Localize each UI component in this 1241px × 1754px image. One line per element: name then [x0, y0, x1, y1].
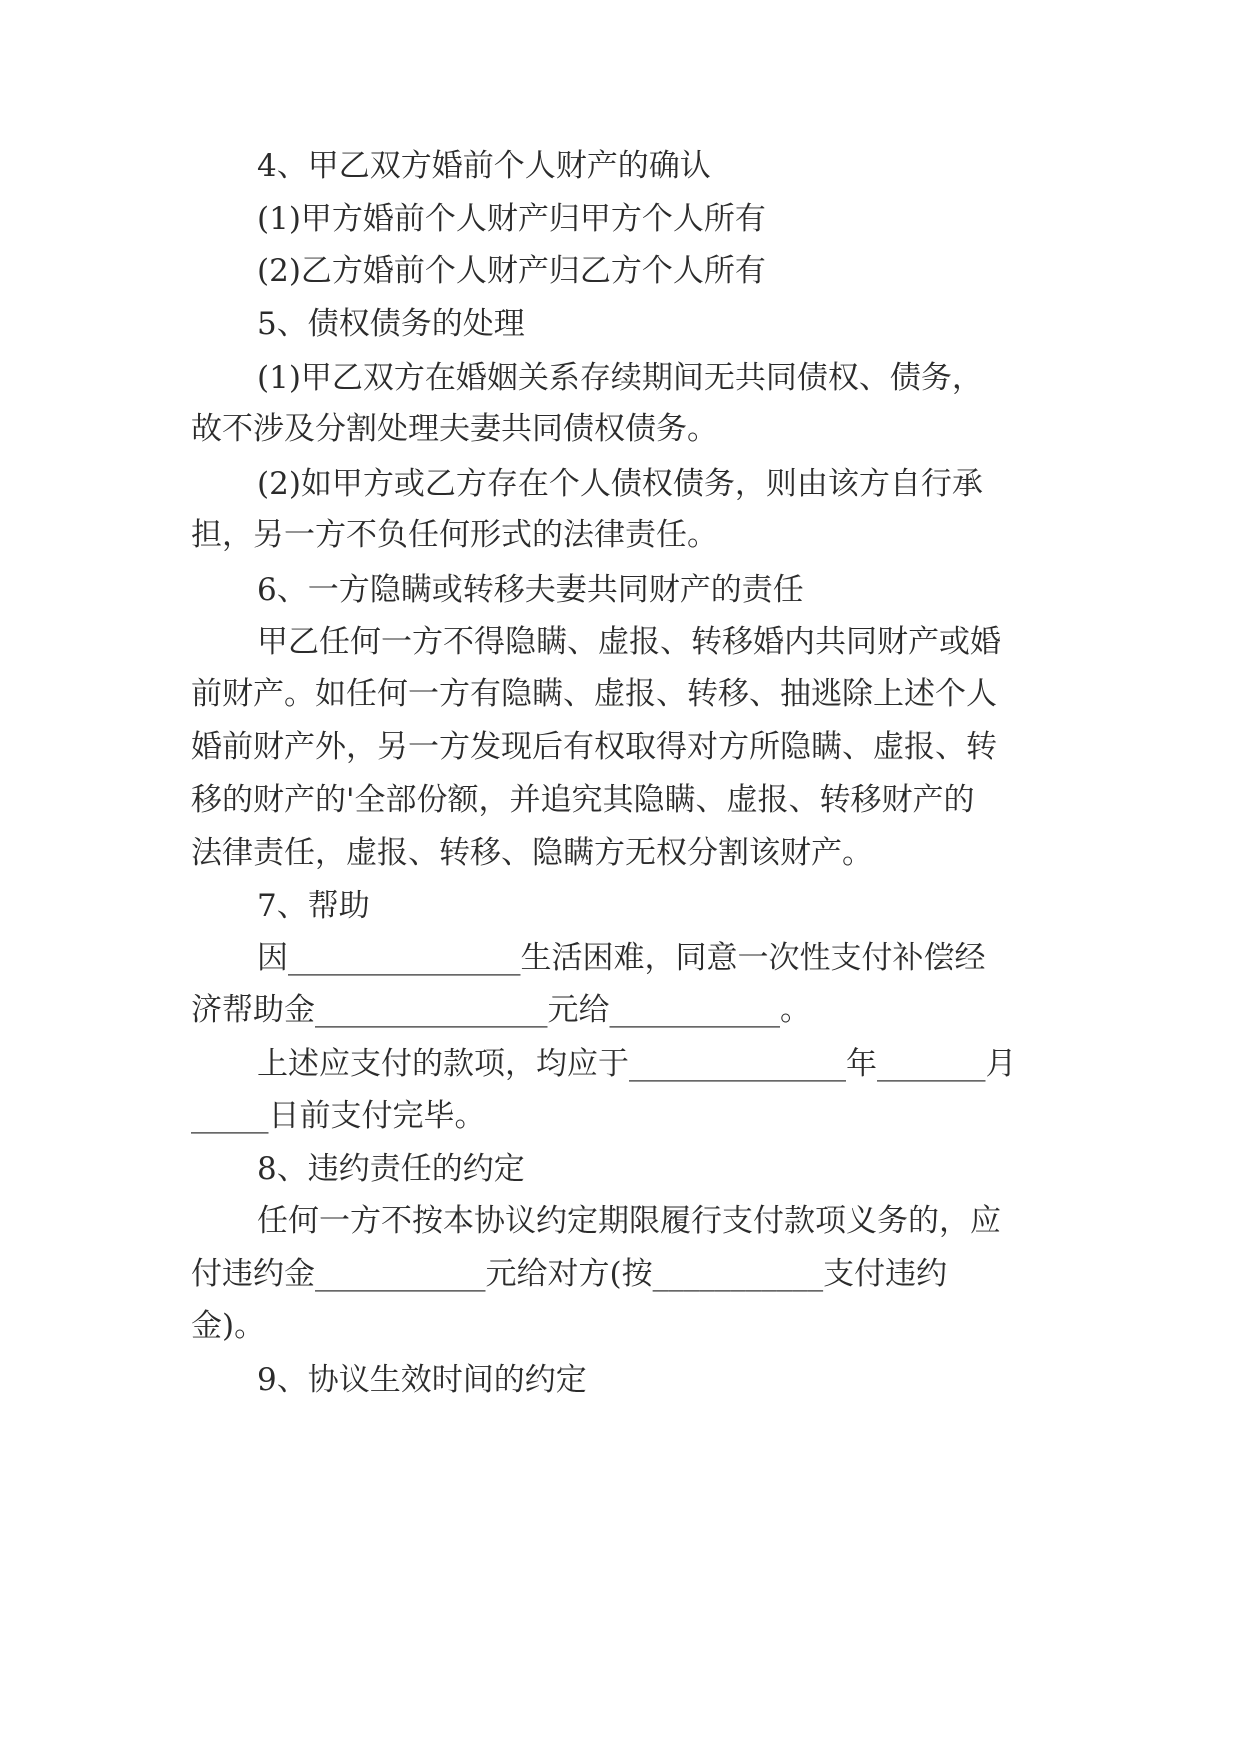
section-heading-6-text: 6、一方隐瞒或转移夫妻共同财产的责任 — [257, 572, 804, 608]
clause-8-line-2-text: 付违约金___________元给对方(按___________支付违约 — [191, 1256, 948, 1292]
section-heading-7-text: 7、帮助 — [257, 888, 370, 924]
section-heading-5-text: 5、债权债务的处理 — [257, 306, 525, 342]
section-heading-4-text: 4、甲乙双方婚前个人财产的确认 — [257, 148, 711, 184]
section-heading-8 — [0, 1147, 1241, 1191]
section-heading-7 — [0, 884, 1241, 928]
clause-6-line-3-text: 婚前财产外，另一方发现后有权取得对方所隐瞒、虚报、转 — [191, 729, 997, 765]
clause-8-line-1 — [0, 1199, 1241, 1243]
clause-6-line-1-text: 甲乙任何一方不得隐瞒、虚报、转移婚内共同财产或婚 — [257, 624, 1001, 660]
section-heading-8-text: 8、违约责任的约定 — [257, 1151, 525, 1187]
clause-6-line-4 — [0, 778, 1241, 822]
section-heading-9 — [0, 1358, 1241, 1402]
clause-5-1-line-1 — [0, 356, 1241, 400]
clause-7-line-3 — [0, 1042, 1241, 1086]
clause-6-line-5 — [0, 831, 1241, 875]
clause-7-line-4 — [0, 1094, 1241, 1138]
clause-4-2-text: (2)乙方婚前个人财产归乙方个人所有 — [257, 253, 766, 289]
section-heading-9-text: 9、协议生效时间的约定 — [257, 1362, 587, 1398]
clause-7-line-2 — [0, 988, 1241, 1032]
clause-5-1-line-2-text: 故不涉及分割处理夫妻共同债权债务。 — [191, 411, 718, 447]
clause-8-line-1-text: 任何一方不按本协议约定期限履行支付款项义务的，应 — [257, 1203, 1001, 1239]
section-heading-6 — [0, 568, 1241, 612]
clause-7-line-3-text: 上述应支付的款项，均应于______________年_______月 — [257, 1046, 1017, 1082]
clause-6-line-3 — [0, 725, 1241, 769]
clause-5-2-line-2 — [0, 513, 1241, 557]
clause-5-2-line-2-text: 担，另一方不负任何形式的法律责任。 — [191, 517, 718, 553]
clause-5-1-line-1-text: (1)甲乙双方在婚姻关系存续期间无共同债权、债务， — [257, 360, 983, 396]
clause-5-2-line-1-text: (2)如甲方或乙方存在个人债权债务，则由该方自行承 — [257, 466, 983, 502]
clause-4-2 — [0, 249, 1241, 293]
clause-7-line-1 — [0, 936, 1241, 980]
clause-5-2-line-1 — [0, 462, 1241, 506]
clause-6-line-5-text: 法律责任，虚报、转移、隐瞒方无权分割该财产。 — [191, 835, 873, 871]
clause-8-line-2 — [0, 1252, 1241, 1296]
clause-8-line-3-text: 金)。 — [191, 1308, 266, 1344]
clause-7-line-2-text: 济帮助金_______________元给___________。 — [191, 992, 811, 1028]
clause-8-line-3 — [0, 1304, 1241, 1348]
clause-5-1-line-2 — [0, 407, 1241, 451]
section-heading-5 — [0, 302, 1241, 346]
clause-4-1-text: (1)甲方婚前个人财产归甲方个人所有 — [257, 201, 766, 237]
clause-6-line-4-text: 移的财产的'全部份额，并追究其隐瞒、虚报、转移财产的 — [191, 782, 975, 818]
clause-6-line-2 — [0, 672, 1241, 716]
clause-6-line-2-text: 前财产。如任何一方有隐瞒、虚报、转移、抽逃除上述个人 — [191, 676, 997, 712]
clause-7-line-1-text: 因_______________生活困难，同意一次性支付补偿经 — [257, 940, 986, 976]
clause-7-line-4-text: _____日前支付完毕。 — [191, 1098, 486, 1134]
clause-6-line-1 — [0, 620, 1241, 664]
section-heading-4 — [0, 144, 1241, 188]
clause-4-1 — [0, 197, 1241, 241]
